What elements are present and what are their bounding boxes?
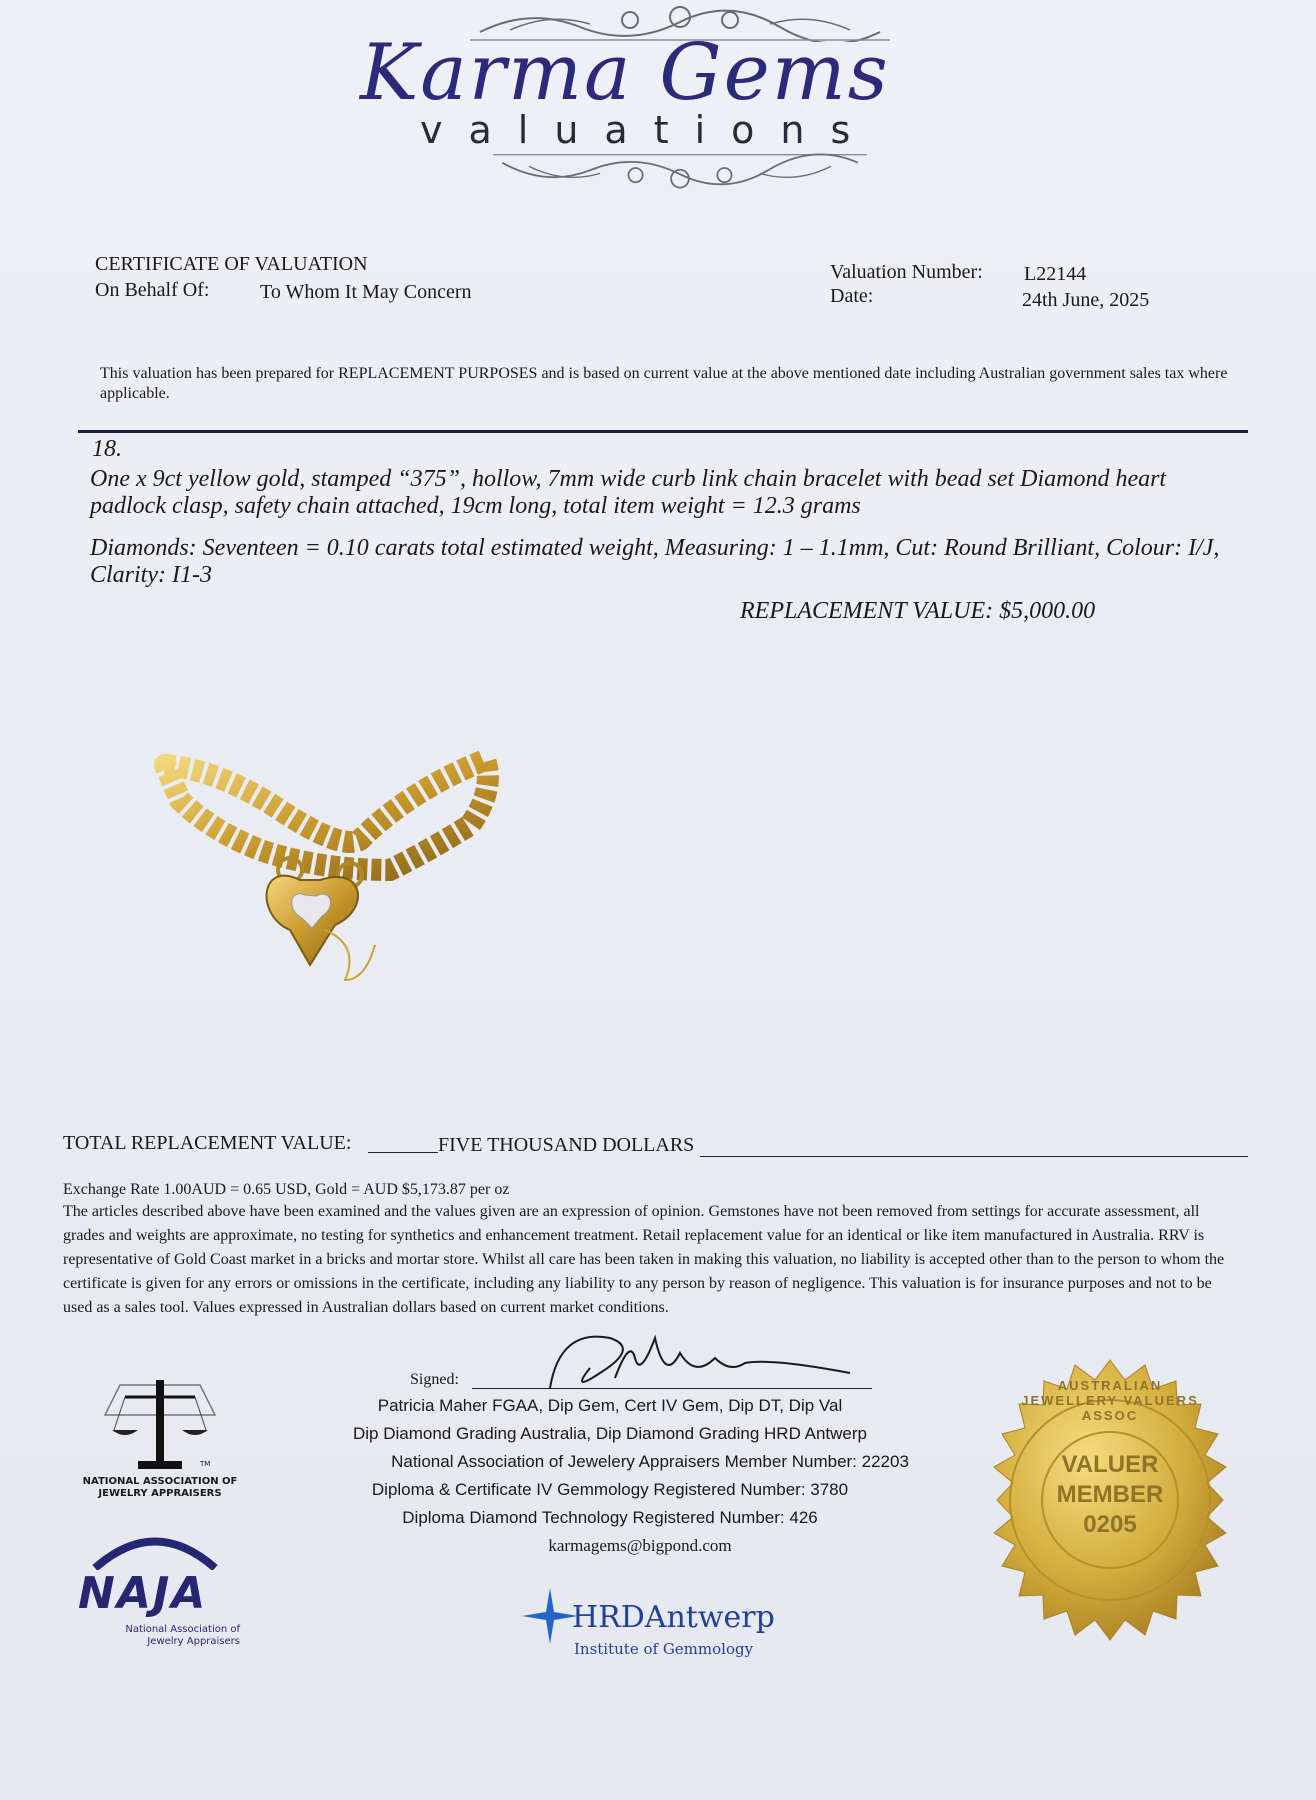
disclaimer-text: The articles described above have been examined and the values given are an expression of opinion. Gemstones have not been removed from settings for accurate assessment, all grades and weights are approximate, no testing for synthetics and enhancement treatment. Retail replacement value for an identical or like item manufactured in Australia. RRV is representative of Gold Coast market in a bricks and mortar store. Whilst all care has been taken in making this valuation, no liability is accepted other than to the person to whom the certificate is given for any errors or omissions in the certificate, including any liability to any person by reason of negligence. This valuation is for insurance purposes and not to be used as a sales tool. Values expressed in Australian dollars based on current market conditions. — [63, 1203, 1225, 1316]
seal-line-2: MEMBER — [1056, 1481, 1164, 1508]
date-value: 24th June, 2025 — [1022, 289, 1150, 311]
naja-caption-line-1: NATIONAL ASSOCIATION OF — [82, 1476, 238, 1487]
signer-credentials-5: Diploma Diamond Technology Registered Number: 426 — [402, 1508, 818, 1527]
bracelet-photo — [150, 730, 520, 990]
seal-line-3: 0205 — [1083, 1511, 1137, 1538]
naja-trademark: TM — [200, 1460, 211, 1468]
seal-ring-text: AUSTRALIAN JEWELLERY VALUERS ASSOC — [1021, 1378, 1199, 1423]
naja-caption — [70, 1476, 250, 1500]
item-number: 18. — [92, 436, 122, 462]
naja-small-caption-line-2: Jewelry Appraisers — [147, 1636, 240, 1647]
bottom-flourish-ornament — [470, 152, 890, 192]
seal-center-text — [1035, 1450, 1185, 1540]
hrd-wordmark: HRDAntwerp — [572, 1600, 775, 1635]
replacement-value: REPLACEMENT VALUE: $5,000.00 — [740, 598, 1096, 624]
total-replacement-label: TOTAL REPLACEMENT VALUE: — [63, 1132, 352, 1154]
signer-credentials-4: Diploma & Certificate IV Gemmology Registered Number: 3780 — [371, 1480, 849, 1499]
exchange-rate: Exchange Rate 1.00AUD = 0.65 USD, Gold = AUD $5,173.87 per oz — [63, 1181, 510, 1198]
logo-subtitle: valuations — [420, 108, 877, 152]
logo-script-text: Karma Gems — [360, 28, 890, 118]
total-underline-short — [368, 1152, 438, 1153]
naja-small-caption-line-1: National Association of — [125, 1624, 240, 1635]
header-divider — [78, 430, 1248, 433]
total-replacement-words: FIVE THOUSAND DOLLARS — [438, 1134, 695, 1156]
naja-arc-icon — [85, 1530, 225, 1570]
hrd-subtitle: Institute of Gemmology — [574, 1640, 754, 1658]
naja-small-caption — [60, 1624, 240, 1648]
valuation-notice: This valuation has been prepared for REPLACEMENT PURPOSES and is based on current value at the above mentioned date including Australian government sales tax where applicable. — [100, 365, 1228, 402]
signer-credentials-2: Dip Diamond Grading Australia, Dip Diamond Grading HRD Antwerp — [352, 1424, 867, 1443]
item-description: One x 9ct yellow gold, stamped “375”, hollow, 7mm wide curb link chain bracelet with bead set Diamond heart padlock clasp, safety chain attached, 19cm long, total item weight = 12.3 grams — [90, 466, 1167, 519]
signer-credentials-3: National Association of Jewelery Appraisers Member Number: 22203 — [391, 1452, 909, 1471]
behalf-value: To Whom It May Concern — [260, 281, 472, 303]
valuation-number-label: Valuation Number: — [830, 261, 983, 283]
diamond-details: Diamonds: Seventeen = 0.10 carats total estimated weight, Measuring: 1 – 1.1mm, Cut: Round Brilliant, Colour: I/J, Clarity: I1-3 — [90, 535, 1220, 588]
naja-caption-line-2: JEWELRY APPRAISERS — [98, 1488, 222, 1499]
handwritten-signature — [530, 1318, 870, 1408]
total-underline-long — [700, 1156, 1248, 1157]
behalf-label: On Behalf Of: — [95, 279, 210, 301]
certificate-title: CERTIFICATE OF VALUATION — [95, 253, 368, 275]
seal-line-1: VALUER — [1061, 1451, 1159, 1478]
valuation-number: L22144 — [1024, 263, 1087, 285]
signed-label: Signed: — [410, 1371, 459, 1388]
date-label: Date: — [830, 285, 874, 307]
naja-wordmark: NAJA — [78, 1568, 208, 1619]
signer-credentials-1: Patricia Maher FGAA, Dip Gem, Cert IV Gem, Dip DT, Dip Val — [377, 1396, 843, 1415]
hrd-star-icon — [520, 1586, 580, 1646]
contact-email: karmagems@bigpond.com — [548, 1536, 732, 1555]
